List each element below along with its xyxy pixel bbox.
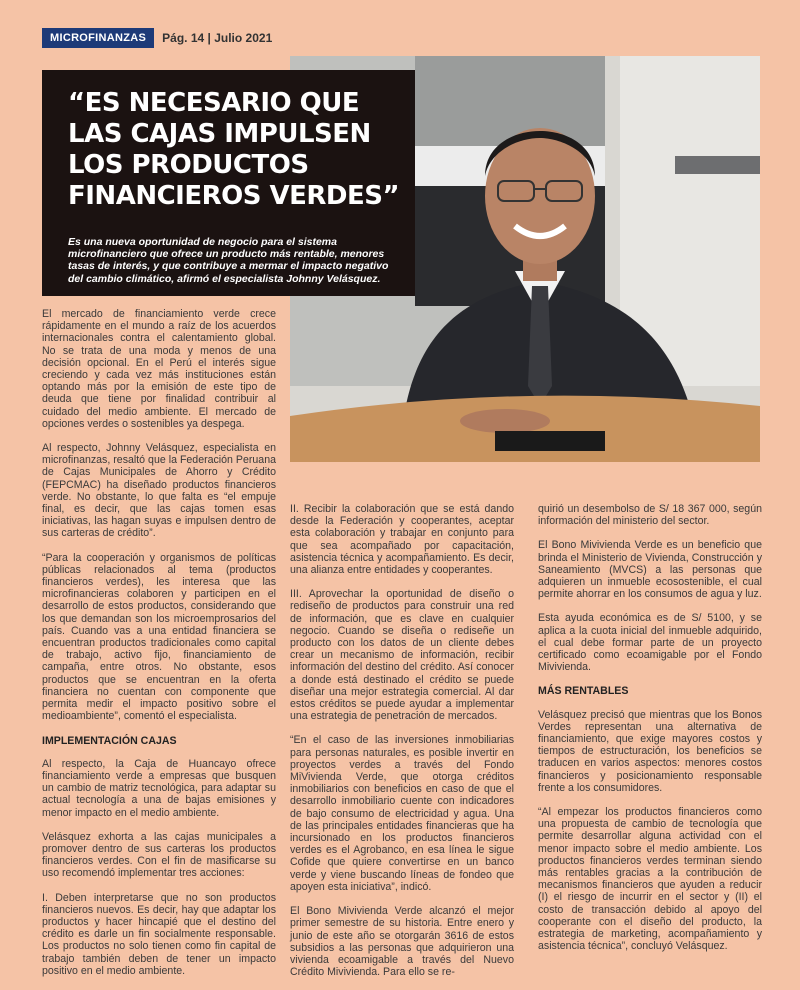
body-paragraph: Al respecto, Johnny Velásquez, especialista en microfinanzas, resaltó que la Federación Peruana de Cajas Municipales de Ahorro y Crédito (FEPCMAC) ha diseñado productos financieros verde. No obstante, lo que falta es “el empuje final, es decir, que las cajas tomen esas iniciativas, las hagan suyas e impulsen dentro de sus carteras de crédito”. [42,442,276,540]
headline-line: “ES NECESARIO QUE [68,88,360,118]
body-paragraph: Velásquez precisó que mientras que los Bonos Verdes representan una alternativa de financiamiento, que exige mayores costos y tiempos de estructuración, los beneficios se traducen en varios aspectos: menores costos financieros y posicionamiento responsable frente a los consumidores. [538,708,762,794]
masthead [42,28,272,48]
column-3 [538,503,762,965]
body-paragraph: III. Aprovechar la oportunidad de diseño o rediseño de productos para construir una red de información, que es clave en cualquier negocio. Cuando se diseña o rediseñe un producto con los datos de un cliente debes crear un mecanismo de información, recibir información del destino del crédito. Así conocer a donde está destinado el crédito se puede diseñar una mejor estrategia comercial. Al dar estos créditos se puede ayudar a implementar una estrategia de penetración de mercados. [290,588,514,723]
body-paragraph: “Para la cooperación y organismos de políticas públicas relacionados al tema (productos financieros verdes), les interesa que las microfinancieras colaboren y participen en el desarrollo de estos productos, considerando que los que demandan son los microemprosarios del país. Cuando vas a una entidad financiera se encuentran productos tradicionales como capital de trabajo, activo fijo, financiamiento de campaña, entre otros. No obstante, esos productos que se encuentran en la oferta financiera no cuentan con componente que permita medir el impacto positivo sobre el medioambiente”, comentó el especialista. [42,551,276,723]
headline [68,88,408,212]
section-brand: MICROFINANZAS [42,28,154,48]
body-paragraph: Velásquez exhorta a las cajas municipales a promover dentro de sus carteras los productos financieros verdes. Con el fin de masificarse su uso recomendó implementar tres acciones: [42,830,276,880]
column-2 [290,503,514,990]
body-paragraph: El Bono Mivivienda Verde alcanzó el mejor primer semestre de su historia. Entre enero y junio de este año se otorgarán 3616 de estos subsidios a las personas que adquirieron una vivienda ecoamigable a través del Nuevo Crédito Mivivienda. Para ello se re- [290,905,514,979]
page-info: Pág. 14 | Julio 2021 [162,31,273,45]
subheading-implementacion: IMPLEMENTACIÓN CAJAS [42,734,177,747]
body-paragraph: Esta ayuda económica es de S/ 5100, y se aplica a la cuota inicial del inmueble adquirido, el cual debe formar parte de un proyecto certificado como ecoamigable por el Fondo Mivivienda. [538,612,762,674]
body-paragraph: Al respecto, la Caja de Huancayo ofrece financiamiento verde a empresas que busquen un cambio de matriz tecnológica, para adaptar su actual tecnología a una de bajas emisiones y menor impacto en el medio ambiente. [42,757,276,819]
headline-box [42,70,415,296]
headline-line: LOS PRODUCTOS [68,150,309,180]
subheading-mas-rentables: MÁS RENTABLES [538,685,629,698]
body-paragraph: quirió un desembolso de S/ 18 367 000, según información del ministerio del sector. [538,503,762,528]
body-paragraph: I. Deben interpretarse que no son productos financieros nuevos. Es decir, hay que adaptar los productos y hacer hincapié que el destino del crédito es darle un fin socialmente responsable. Los productos no solo tienen como fin capital de trabajo también deben de tener un impacto positivo en el medio ambiente. [42,891,276,977]
headline-line: FINANCIEROS VERDES” [68,181,400,211]
body-paragraph: “En el caso de las inversiones inmobiliarias para personas naturales, es posible invertir en proyectos verdes a través del Fondo MiVivienda Verde, que otorga créditos inmobiliarios con beneficios en caso de que el desarrollo inmobiliario cuente con indicadores de bajo consumo de electricidad y agua. Una de las principales entidades financieras que ha incursionado en los productos financieros verdes es el Agrobanco, en esa línea le sigue Cofide que quiere convertirse en un banco verde y viene buscando líneas de fondeo que apoyen esta iniciativa”, indicó. [290,734,514,893]
column-1 [42,308,276,989]
headline-line: LAS CAJAS IMPULSEN [68,119,371,149]
body-paragraph: II. Recibir la colaboración que se está dando desde la Federación y cooperantes, aceptar esta colaboración y trabajar en conjunto para que sea acompañado por capacitación, asistencia técnica y acompañamiento. Es decir, una alianza entre entidades y cooperantes. [290,503,514,577]
body-paragraph: El mercado de financiamiento verde crece rápidamente en el mundo a raíz de los acuerdos internacionales contra el calentamiento global. No se trata de una moda y menos de una decisión opcional. En el Perú el interés sigue creciendo y cada vez más instituciones están optando más por la emisión de este tipo de deuda que tiene por finalidad contribuir al cuidado del medio ambiente. El mercado de opciones verdes o sostenibles ya despega. [42,308,276,430]
body-paragraph: El Bono Mivivienda Verde es un beneficio que brinda el Ministerio de Vivienda, Construcción y Saneamiento (MVCS) a las personas que adquieren un inmueble ecosostenible, el cual permite ahorrar en los consumos de agua y luz. [538,539,762,601]
lead-paragraph: Es una nueva oportunidad de negocio para el sistema microfinanciero que ofrece un producto más rentable, menores tasas de interés, y que contribuye a mermar el impacto negativo del cambio climático, afirmó el especialista Johnny Velásquez. [68,236,389,285]
body-paragraph: “Al empezar los productos financieros como una propuesta de cambio de tecnología que permite desarrollar alguna actividad con el menor impacto sobre el medio ambiente. Los productos financieros verdes terminan siendo más rentables gracias a la contribución de mecanismos financieros que ayuden a reducir (I) el riesgo de incurrir en el sector y (II) el costo de transacción debido al apoyo del cooperante con el diseño del producto, la estrategia de marketing, acompañamiento y asistencia técnica”, concluyó Velásquez. [538,806,762,953]
